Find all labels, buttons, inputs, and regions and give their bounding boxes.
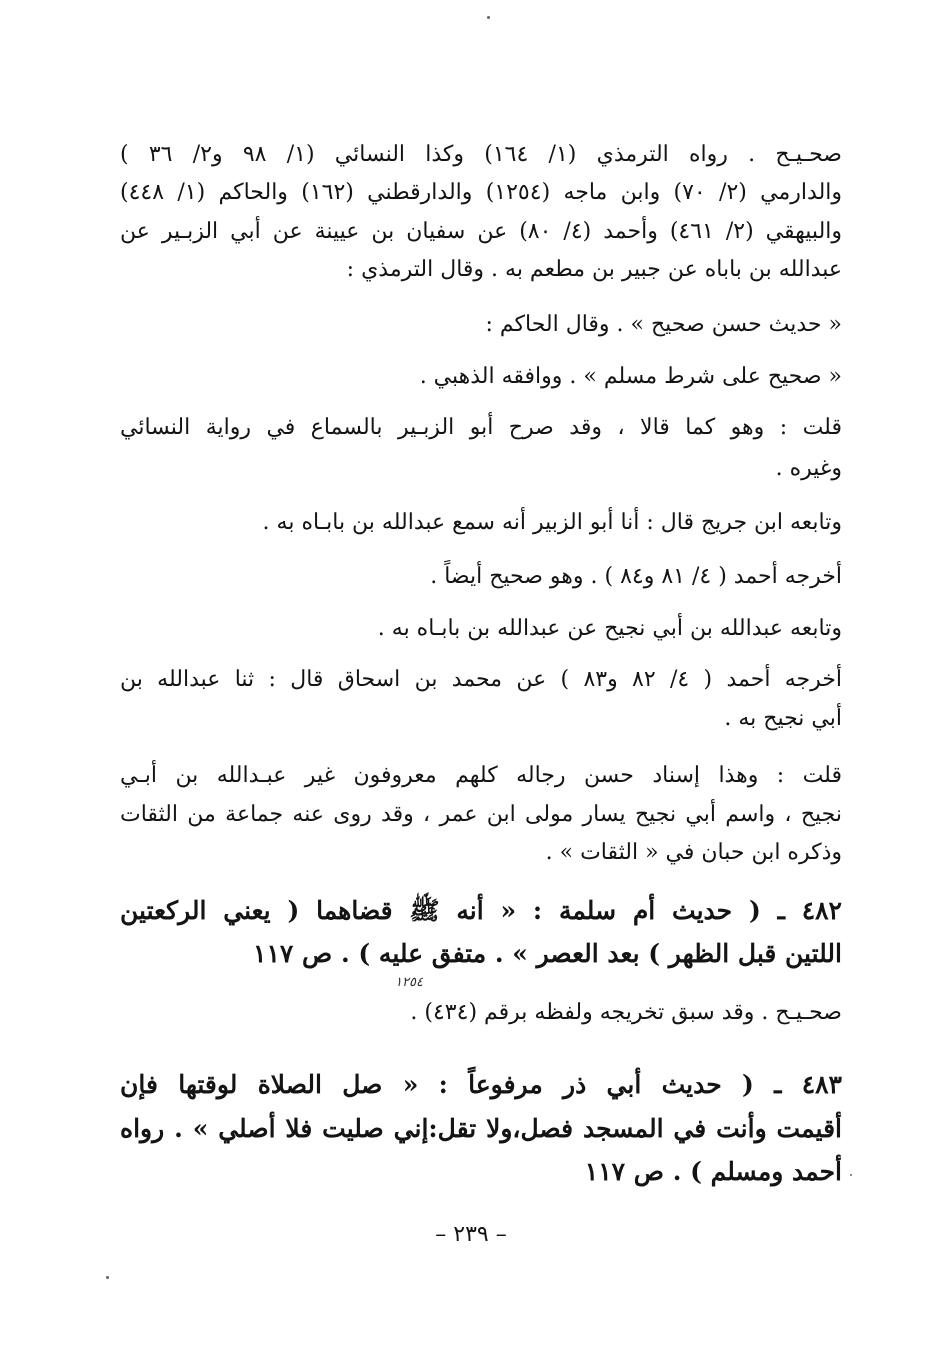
hadith-heading-483-cont: أقيمت وأنت في المسجد فصل،ولا تقل:إني صليت فلا أصلي » . رواه	[120, 1114, 842, 1143]
text-line: وغيره .	[775, 456, 842, 481]
text-line: عبدالله بن باباه عن جبير بن مطعم به . وقال الترمذي :	[346, 257, 842, 282]
text-line: صحـيـح . رواه الترمذي (١/ ١٦٤) وكذا النسائي (١/ ٩٨ و٢/ ٣٦ )	[120, 142, 842, 167]
hadith-heading-482-cont: اللتين قبل الظهر ) بعد العصر » . متفق عليه ) . ص ١١٧	[253, 939, 842, 968]
hadith-heading-482: ٤٨٢ ـ ( حديث أم سلمة : « أنه ﷺ قضاهما ( يعني الركعتين	[120, 896, 842, 925]
text-line: وتابعه ابن جريج قال : أنا أبو الزبير أنه سمع عبدالله بن بابـاه به .	[262, 510, 842, 535]
body-text	[120, 0, 842, 1367]
text-line: صحـيـح . وقد سبق تخريجه ولفظه برقم (٤٣٤) .	[410, 1000, 842, 1025]
text-line: أخرجه أحمد ( ٤/ ٨١ و٨٤ ) . وهو صحيح أيضاً .	[430, 564, 842, 589]
quote-line: « صحيح على شرط مسلم » . ووافقه الذهبي .	[419, 364, 842, 389]
text-line: قلت : وهو كما قالا ، وقد صرح أبو الزبـير بالسماع في رواية النسائي	[120, 415, 842, 440]
handwritten-annotation: ١٢٥٤	[395, 975, 423, 990]
hadith-heading-483: ٤٨٣ ـ ( حديث أبي ذر مرفوعاً : « صل الصلاة لوقتها فإن	[120, 1070, 842, 1099]
text-line: أخرجه أحمد ( ٤/ ٨٢ و٨٣ ) عن محمد بن اسحاق قال : ثنا عبدالله بن	[120, 667, 842, 692]
text-line: وتابعه عبدالله بن أبي نجيح عن عبدالله بن بابـاه به .	[377, 616, 842, 641]
hadith-heading-483-cont: أحمد ومسلم ) . ص ١١٧	[584, 1157, 842, 1186]
text-line: أبي نجيح به .	[724, 706, 842, 731]
quote-line: « حديث حسن صحيح » . وقال الحاكم :	[485, 312, 842, 337]
scan-speck	[850, 1174, 852, 1176]
text-line: قلت : وهذا إسناد حسن رجاله كلهم معروفون غير عبـدالله بن أبـي	[120, 763, 842, 788]
scan-speck	[106, 1276, 109, 1279]
page-number: – ٢٣٩ –	[435, 1222, 507, 1247]
text-line: نجيح ، واسم أبي نجيح يسار مولى ابن عمر ، وقد روى عنه جماعة من الثقات	[120, 802, 842, 827]
text-line: والبيهقي (٢/ ٤٦١) وأحمد (٤/ ٨٠) عن سفيان بن عيينة عن أبي الزبـير عن	[120, 219, 842, 244]
text-line: وذكره ابن حبان في « الثقات » .	[545, 840, 842, 865]
text-line: والدارمي (٢/ ٧٠) وابن ماجه (١٢٥٤) والدارقطني (١٦٢) والحاكم (١/ ٤٤٨)	[120, 180, 842, 205]
